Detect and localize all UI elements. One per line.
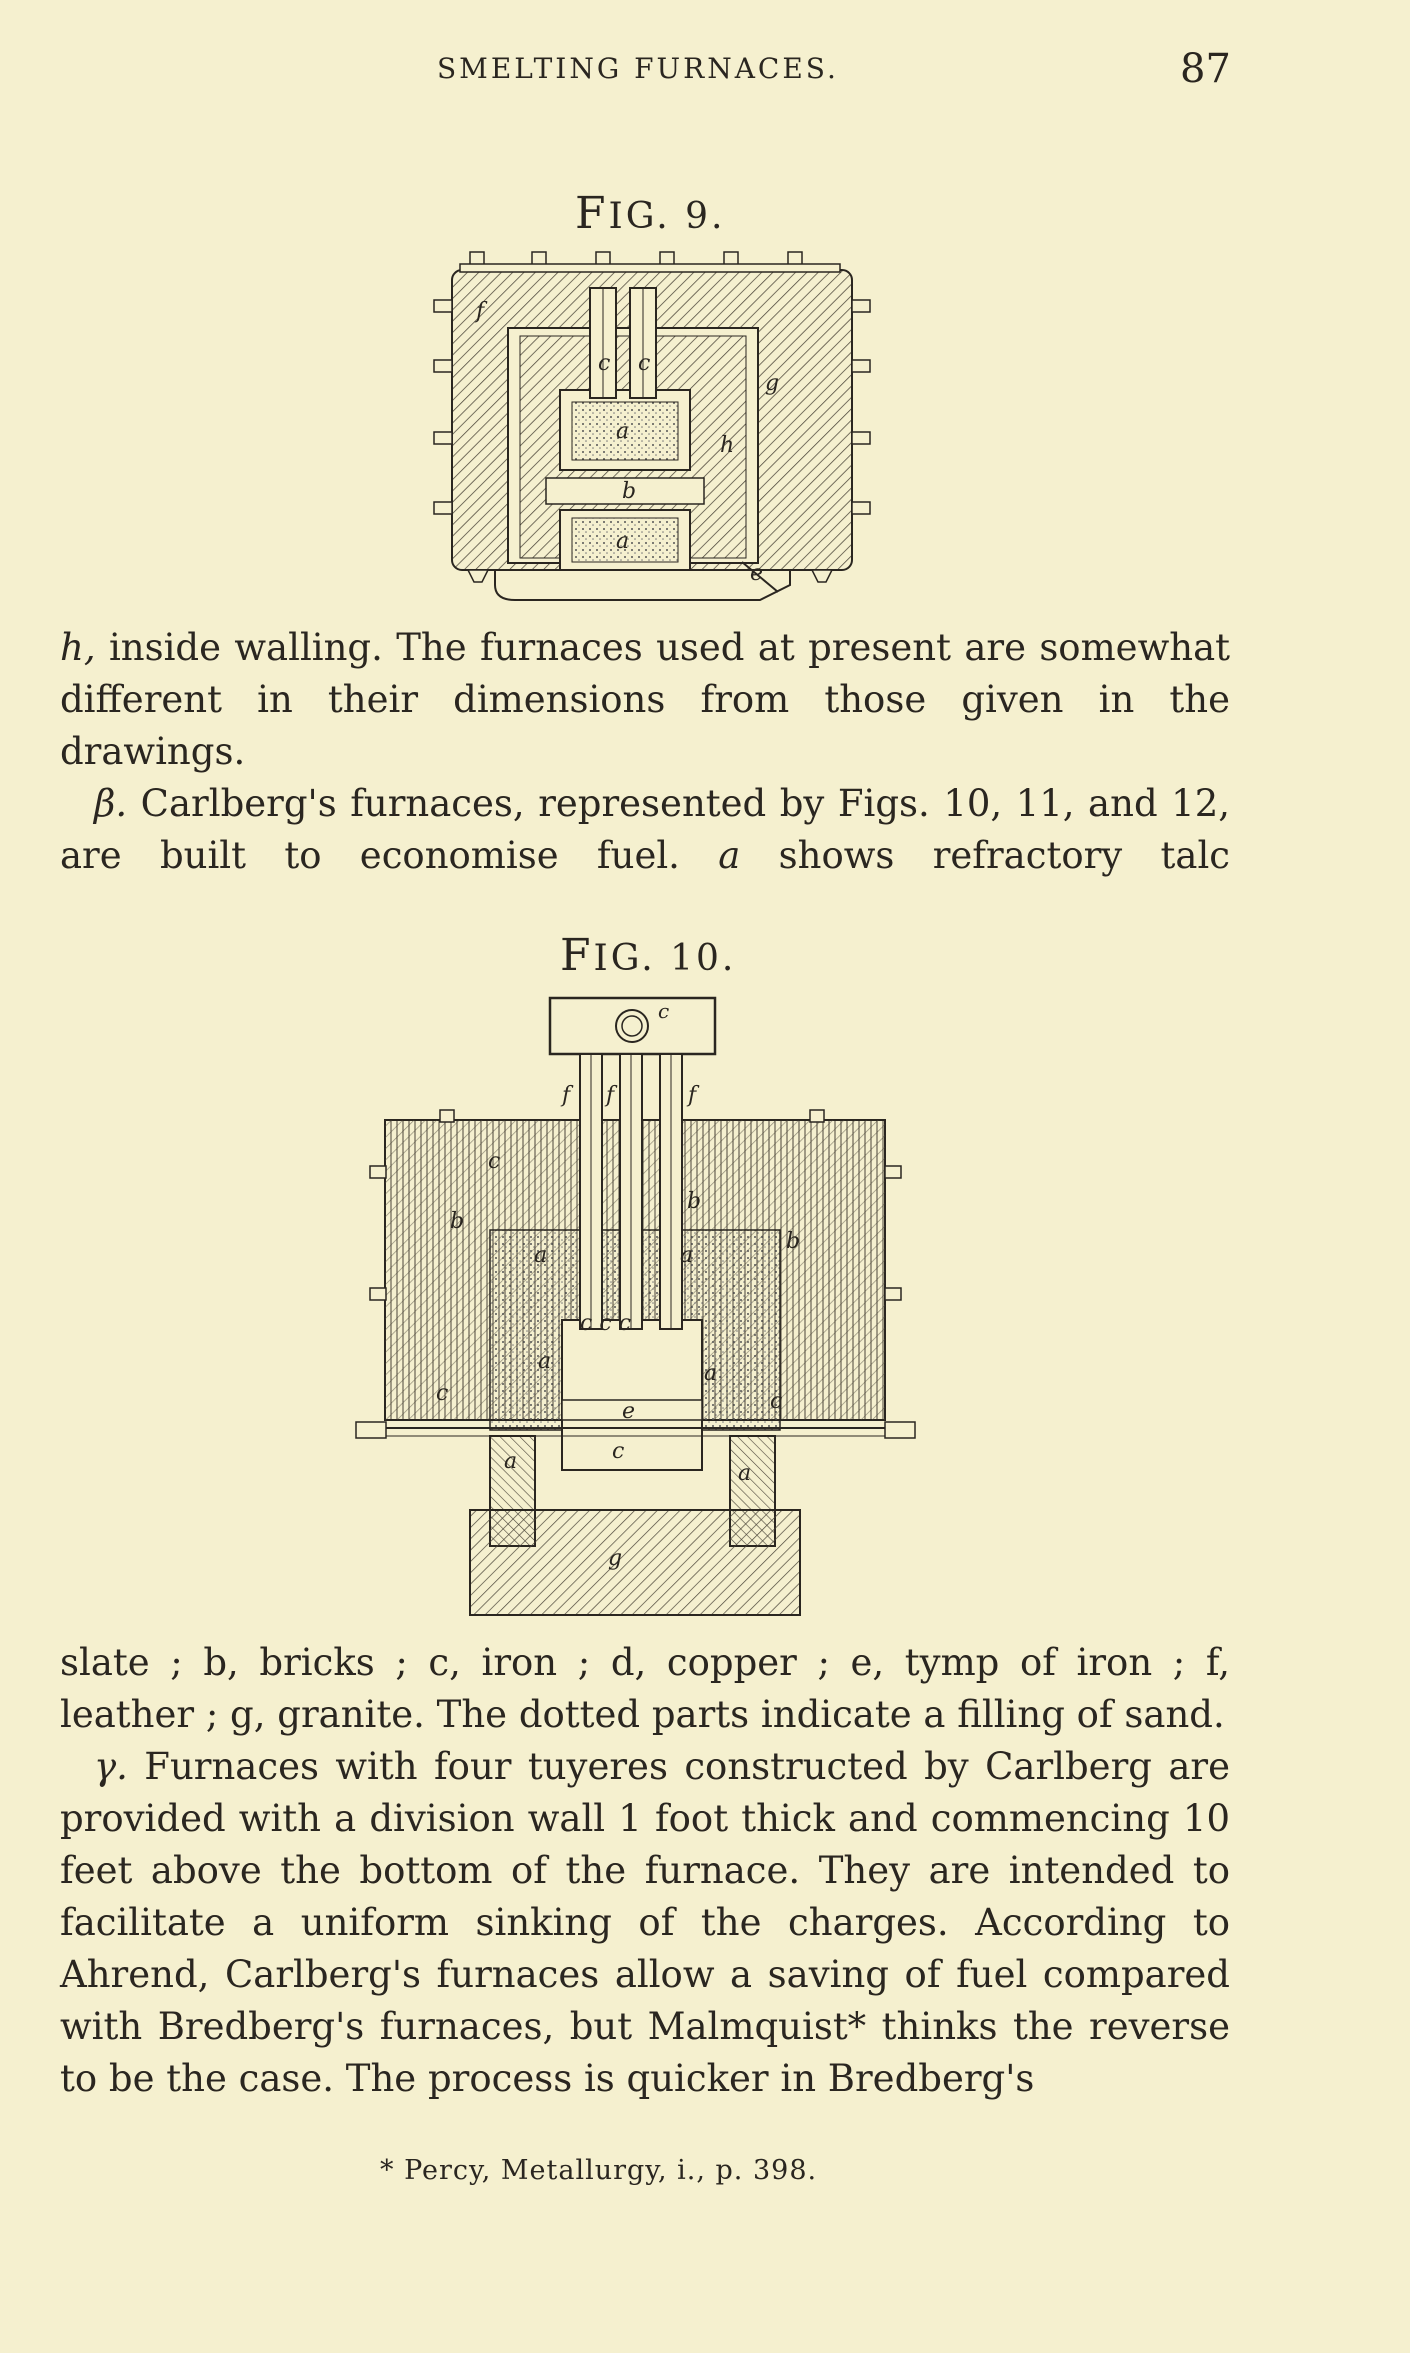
fig9-label-a1: a: [616, 419, 630, 444]
fig10-label-c-row: c c c: [580, 1311, 631, 1336]
fig10-label-a-tl: a: [534, 1243, 548, 1268]
paragraph-1: h, inside walling. The furnaces used at present are somewhat different in their dimensions from those given in the drawings.: [60, 626, 1230, 773]
fig9-label-h: h: [720, 433, 735, 458]
fig10-label-c-bottom: c: [612, 1439, 625, 1464]
fig9-label-f: f: [476, 299, 485, 324]
fig10-label-f2: f: [606, 1083, 615, 1108]
fig10-label-e: e: [622, 1399, 636, 1424]
fig10-label-f3: f: [688, 1083, 697, 1108]
fig10-label-f1: f: [562, 1083, 571, 1108]
fig10-label-a-bl: a: [504, 1449, 518, 1474]
fig10-label-a-tr: a: [680, 1243, 694, 1268]
fig10-label-a-mr: a: [704, 1361, 718, 1386]
running-title: SMELTING FURNACES.: [437, 52, 839, 85]
fig10-label-c-ml: c: [436, 1381, 449, 1406]
fig10-label-top-c: c: [658, 999, 670, 1023]
paragraph-2: β. Carlberg's furnaces, represented by Figs. 10, 11, and 12, are built to economise fuel. a shows refractory talc: [60, 782, 1231, 877]
figure-9-caption: FIG. 9.: [575, 188, 726, 239]
figure-9-furnace-diagram: [420, 240, 880, 610]
body-text-upper: [60, 622, 1230, 882]
fig9-label-g: g: [765, 371, 780, 396]
page-number: 87: [1180, 46, 1231, 92]
figure-10-caption: FIG. 10.: [560, 930, 737, 981]
fig10-label-b-left: b: [450, 1209, 465, 1234]
fig10-label-c-left: c: [488, 1149, 501, 1174]
fig10-label-b-right: b: [687, 1189, 702, 1214]
figure-10-furnace-diagram: [340, 990, 940, 1620]
fig10-label-a-ml: a: [538, 1349, 552, 1374]
footnote: * Percy, Metallurgy, i., p. 398.: [380, 2155, 818, 2186]
paragraph-4: γ. Furnaces with four tuyeres constructed by Carlberg are provided with a division wall 1 foot thick and commencing 10 feet above the bottom of the furnace. They are intended to facilitate a uniform sinking of the charges. According to Ahrend, Carlberg's furnaces allow a saving of fuel compared with Bredberg's furnaces, but Malmquist* thinks the reverse to be the case. The process is quicker in Bredberg's: [60, 1745, 1230, 2100]
fig9-label-e: e: [750, 561, 764, 586]
body-text-lower: [60, 1637, 1230, 2105]
paragraph-3: slate ; b, bricks ; c, iron ; d, copper ; e, tymp of iron ; f, leather ; g, granite. The dotted parts indicate a filling of sand.: [60, 1641, 1230, 1736]
fig10-label-g: g: [608, 1546, 623, 1571]
fig10-label-a-br: a: [738, 1461, 752, 1486]
fig10-label-c-mr: c: [770, 1389, 783, 1414]
fig9-label-b: b: [622, 479, 637, 504]
fig9-label-c2: c: [638, 351, 651, 376]
fig9-label-c1: c: [598, 351, 611, 376]
fig10-label-b-right2: b: [786, 1229, 801, 1254]
fig9-label-a2: a: [616, 529, 630, 554]
